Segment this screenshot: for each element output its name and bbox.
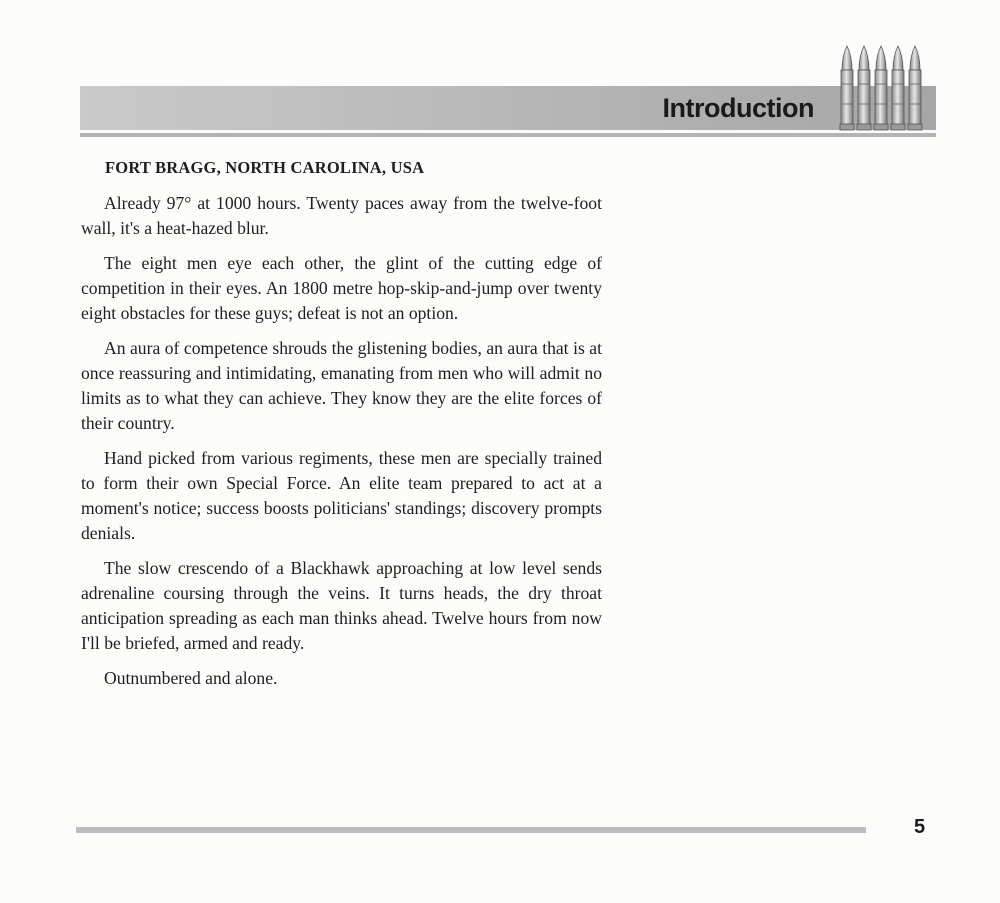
paragraph: Hand picked from various regiments, these men are specially trained to form their own Special Force. An elite team prepared to act at a moment's notice; success boosts politicians' standings; discovery prompts denials.	[81, 448, 602, 543]
page-title: Introduction	[662, 93, 814, 123]
paragraph: An aura of competence shrouds the glistening bodies, an aura that is at once reassuring and intimidating, emanating from men who will admit no limits as to what they can achieve. They know they are the elite forces of their country.	[81, 338, 602, 433]
header-rule	[80, 133, 936, 137]
bullet-3	[874, 46, 888, 130]
bullets-icon	[838, 44, 938, 134]
bullet-4	[891, 46, 905, 130]
body-text	[81, 155, 602, 701]
paragraph: The eight men eye each other, the glint of the cutting edge of competition in their eyes. An 1800 metre hop-skip-and-jump over twenty eight obstacles for these guys; defeat is not an option.	[81, 253, 602, 323]
section-heading: FORT BRAGG, NORTH CAROLINA, USA	[105, 158, 425, 177]
paragraph: Outnumbered and alone.	[104, 668, 278, 688]
paragraph: Already 97° at 1000 hours. Twenty paces away from the twelve-foot wall, it's a heat-hazed blur.	[81, 193, 602, 238]
bullet-5	[908, 46, 922, 130]
bullet-2	[857, 46, 871, 130]
footer-rule	[76, 827, 866, 833]
page-number: 5	[914, 816, 926, 838]
paragraph: The slow crescendo of a Blackhawk approaching at low level sends adrenaline coursing through the veins. It turns heads, the dry throat anticipation spreading as each man thinks ahead. Twelve hours from now I'll be briefed, armed and ready.	[81, 558, 602, 653]
bullet-1	[840, 46, 854, 130]
